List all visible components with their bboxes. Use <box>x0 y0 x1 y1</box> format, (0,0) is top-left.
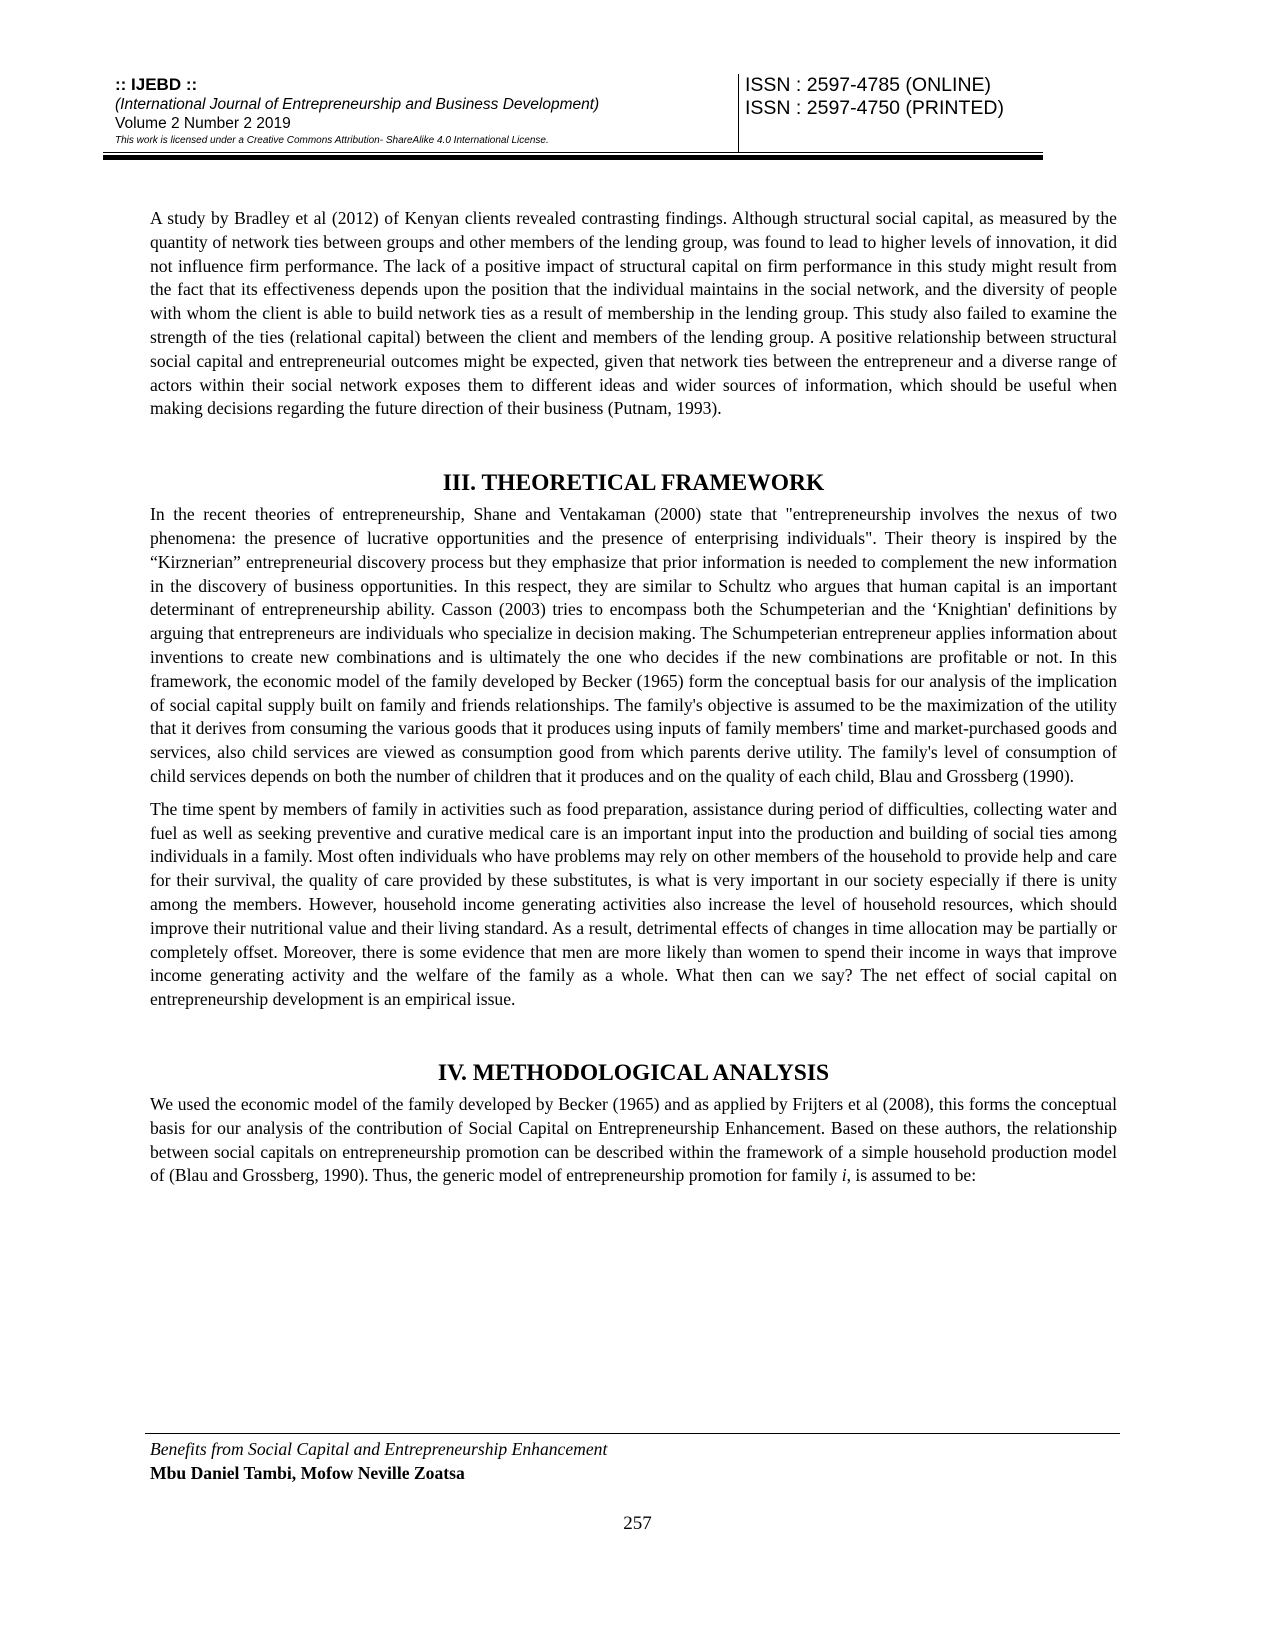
header-divider <box>738 74 739 152</box>
license-notice: This work is licensed under a Creative Commons Attribution- ShareAlike 4.0 International License. <box>115 135 549 146</box>
paragraph-theories-entrepreneurship: In the recent theories of entrepreneurship, Shane and Ventakaman (2000) state that "entrepreneurship involves the nexus of two phenomena: the presence of lucrative opportunities and the presence of enterprising individuals". Their theory is inspired by the “Kirznerian” entrepreneurial discovery process but they emphasize that prior information is needed to complement the new information in the discovery of business opportunities. In this respect, they are similar to Schultz who argues that human capital is an important determinant of entrepreneurship ability. Casson (2003) tries to encompass both the Schumpeterian and the ‘Knightian' definitions by arguing that entrepreneurs are individuals who specialize in decision making. The Schumpeterian entrepreneur applies information about inventions to create new combinations and is ultimately the one who decides if the new combinations are profitable or not. In this framework, the economic model of the family developed by Becker (1965) form the conceptual basis for our analysis of the implication of social capital supply built on family and friends relationships. The family's objective is assumed to be the maximization of the utility that it derives from consuming the various goods that it produces using inputs of family members' time and market-purchased goods and services, also child services are viewed as consumption good from which parents derive utility. The family's level of consumption of child services depends on both the number of children that it produces and on the quality of each child, Blau and Grossberg (1990). <box>150 504 1117 786</box>
paragraph-economic-model-end: , is assumed to be: <box>846 1165 977 1186</box>
article-body <box>150 207 1117 1188</box>
journal-header <box>103 74 1043 160</box>
journal-full-title: (International Journal of Entrepreneurship and Business Development) <box>115 96 600 113</box>
footer-article-title: Benefits from Social Capital and Entrepreneurship Enhancement <box>150 1439 608 1459</box>
journal-short-title: :: IJEBD :: <box>115 75 198 94</box>
volume-number: Volume 2 Number 2 2019 <box>115 115 291 132</box>
footer-rule <box>145 1433 1120 1434</box>
paragraph-bradley-study: A study by Bradley et al (2012) of Kenyan clients revealed contrasting findings. Although structural social capital, as measured by the quantity of network ties between groups and other members of the lending group, was found to lead to higher levels of innovation, it did not influence firm performance. The lack of a positive impact of structural capital on firm performance in this study might result from the fact that its effectiveness depends upon the position that the individual maintains in the social network, and the diversity of people with whom the client is able to build network ties as a result of membership in the lending group. This study also failed to examine the strength of the ties (relational capital) between the client and members of the lending group. A positive relationship between structural social capital and entrepreneurial outcomes might be expected, given that network ties between the entrepreneur and a diverse range of actors within their social network exposes them to different ideas and wider sources of information, which should be useful when making decisions regarding the future direction of their business (Putnam, 1993). <box>150 208 1117 419</box>
journal-info <box>115 74 732 148</box>
family-variable: i <box>841 1165 847 1186</box>
paragraph-time-spent: The time spent by members of family in activities such as food preparation, assistance during period of difficulties, collecting water and fuel as well as seeking preventive and curative medical care is an important input into the production and building of social ties among individuals in a family. Most often individuals who have problems may rely on other members of the household to provide help and care for their survival, the quality of care provided by these substitutes, is what is very important in our society especially if there is unity among the members. However, household income generating activities also increase the level of household resources, which should improve their nutritional value and their living standard. As a result, detrimental effects of changes in time allocation may be partially or completely offset. Moreover, there is some evidence that men are more likely than women to spend their income in ways that improve income generating activity and the welfare of the family as a whole. What then can we say? The net effect of social capital on entrepreneurship development is an empirical issue. <box>150 798 1117 1010</box>
paragraph-economic-model <box>150 1093 1117 1188</box>
page-footer <box>150 1438 607 1485</box>
paragraph-economic-model-text: We used the economic model of the family developed by Becker (1965) and as applied by Frijters et al (2008), this forms the conceptual basis for our analysis of the contribution of Social Capital on Entrepreneurship Enhancement. Based on these authors, the relationship between social capitals on entrepreneurship promotion can be described within the framework of a simple household production model of (Blau and Grossberg, 1990). Thus, the generic model of entrepreneurship promotion for family <box>150 1093 1117 1186</box>
section-heading-methodological-analysis: IV. METHODOLOGICAL ANALYSIS <box>437 1059 830 1086</box>
issn-online: ISSN : 2597-4785 (ONLINE) <box>745 74 992 96</box>
section-heading-theoretical-framework: III. THEORETICAL FRAMEWORK <box>442 470 825 497</box>
page-number: 257 <box>623 1513 652 1534</box>
header-rule-thin <box>103 152 1043 153</box>
header-rule-thick <box>103 155 1043 160</box>
issn-printed: ISSN : 2597-4750 (PRINTED) <box>745 97 1005 119</box>
issn-info <box>745 74 1004 120</box>
footer-authors: Mbu Daniel Tambi, Mofow Neville Zoatsa <box>150 1462 465 1483</box>
